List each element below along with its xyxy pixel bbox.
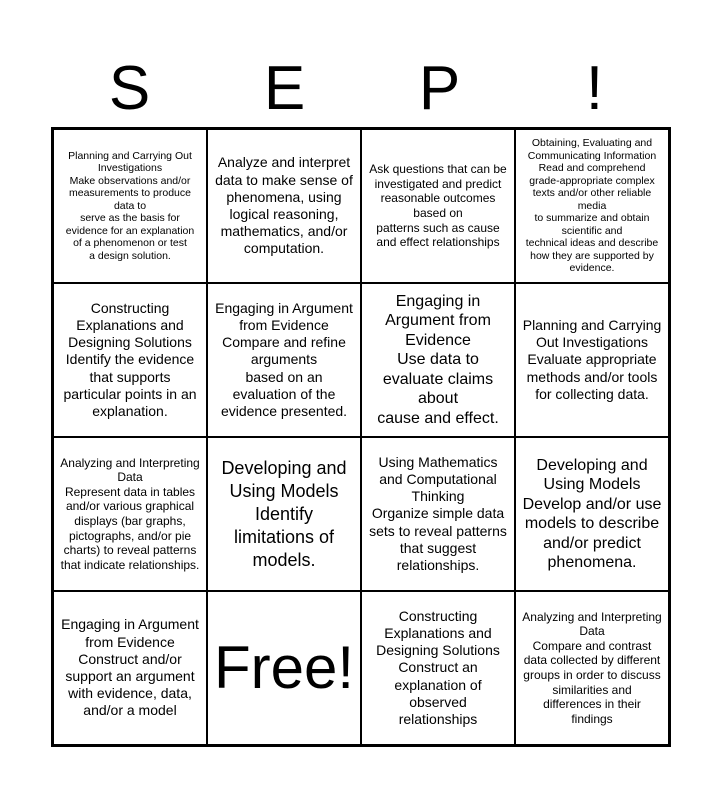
bingo-cell[interactable] bbox=[515, 283, 669, 437]
title-letter-s: S bbox=[108, 54, 151, 123]
bingo-cell-text: Constructing Explanations and Designing Solutions Construct an explanation of observed relationships bbox=[376, 607, 500, 727]
bingo-cell[interactable] bbox=[361, 591, 515, 745]
bingo-cell-text: Obtaining, Evaluating and Communicating Information Read and comprehend grade-appropriate complex texts and/or other reliable media to summarize and obtain scientific and technical ideas and describe how they are supported by evidence. bbox=[525, 137, 659, 275]
bingo-title bbox=[52, 50, 672, 128]
bingo-cell[interactable] bbox=[207, 283, 361, 437]
bingo-cell[interactable] bbox=[361, 283, 515, 437]
bingo-grid bbox=[51, 127, 671, 747]
bingo-cell-text: Developing and Using Models Identify limitations of models. bbox=[221, 457, 347, 570]
free-space-label: Free! bbox=[213, 634, 355, 701]
bingo-cell-text: Engaging in Argument from Evidence Compare and refine arguments based on an evaluation of the evidence presented. bbox=[215, 299, 353, 419]
bingo-cell-text: Constructing Explanations and Designing Solutions Identify the evidence that supports particular points in an explanation. bbox=[63, 299, 197, 419]
bingo-cell-text: Analyzing and Interpreting Data Represent data in tables and/or various graphical displays (bar graphs, pictographs, and/or pie charts) to reveal patterns that indicate relationships. bbox=[60, 455, 200, 572]
bingo-cell[interactable] bbox=[207, 129, 361, 283]
bingo-cell-text: Planning and Carrying Out Investigations Make observations and/or measurements to produce data to serve as the basis for evidence for an explanation of a phenomenon or test a design solution. bbox=[65, 149, 195, 262]
bingo-cell[interactable] bbox=[515, 129, 669, 283]
title-letter-e: E bbox=[263, 54, 306, 123]
title-letter-exclamation: ! bbox=[585, 54, 604, 123]
bingo-cell[interactable] bbox=[53, 437, 207, 591]
bingo-cell-text: Using Mathematics and Computational Thinking Organize simple data sets to reveal patterns that suggest relationships. bbox=[369, 453, 507, 573]
bingo-cell[interactable] bbox=[53, 129, 207, 283]
bingo-cell-text: Engaging in Argument from Evidence Construct and/or support an argument with evidence, data, and/or a model bbox=[61, 616, 199, 719]
bingo-cell-text: Analyze and interpret data to make sense of phenomena, using logical reasoning, mathematics, and/or computation. bbox=[215, 154, 353, 257]
bingo-cell[interactable] bbox=[53, 591, 207, 745]
bingo-cell[interactable] bbox=[515, 437, 669, 591]
bingo-cell[interactable] bbox=[361, 437, 515, 591]
bingo-cell[interactable] bbox=[207, 437, 361, 591]
bingo-cell[interactable] bbox=[515, 591, 669, 745]
bingo-cell[interactable] bbox=[53, 283, 207, 437]
free-space-cell[interactable] bbox=[207, 591, 361, 745]
bingo-cell-text: Developing and Using Models Develop and/or use models to describe and/or predict phenomena. bbox=[522, 456, 662, 571]
bingo-cell-text: Analyzing and Interpreting Data Compare and contrast data collected by different groups in order to discuss similarities and differences in their findings bbox=[522, 609, 662, 726]
bingo-cell-text: Planning and Carrying Out Investigations Evaluate appropriate methods and/or tools for collecting data. bbox=[522, 316, 662, 402]
bingo-cell-text: Engaging in Argument from Evidence Use data to evaluate claims about cause and effect. bbox=[377, 292, 499, 427]
title-letter-p: P bbox=[418, 54, 461, 123]
bingo-cell-text: Ask questions that can be investigated and predict reasonable outcomes based on patterns such as cause and effect relationships bbox=[369, 162, 507, 250]
bingo-cell[interactable] bbox=[361, 129, 515, 283]
